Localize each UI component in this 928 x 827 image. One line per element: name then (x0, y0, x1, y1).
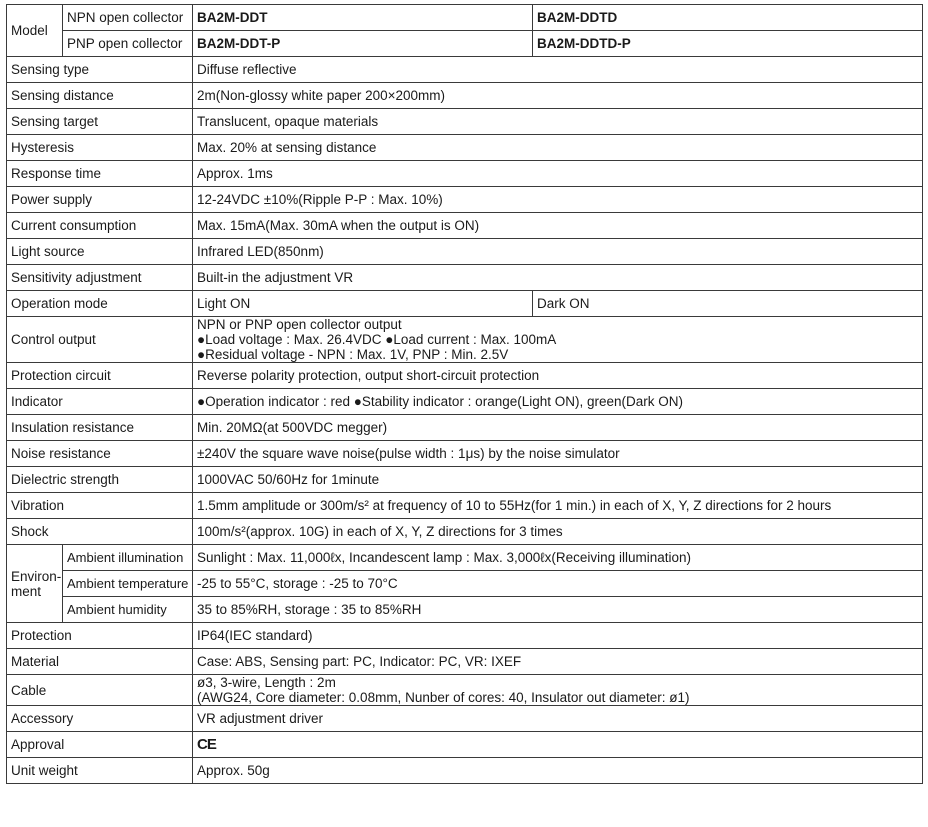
table-row (7, 135, 923, 161)
row-value: Built-in the adjustment VR (193, 265, 923, 291)
table-row (7, 732, 923, 758)
pnp-model-1: BA2M-DDT-P (193, 31, 533, 57)
ambient-humidity-label: Ambient humidity (63, 597, 193, 623)
environment-label-line-2: ment (11, 583, 42, 599)
row-value: 12-24VDC ±10%(Ripple P-P : Max. 10%) (193, 187, 923, 213)
table-row (7, 83, 923, 109)
table-row (7, 161, 923, 187)
table-row (7, 363, 923, 389)
row-value: Approx. 50g (193, 758, 923, 784)
row-label: Shock (7, 519, 193, 545)
row-value: Reverse polarity protection, output short-circuit protection (193, 363, 923, 389)
row-label: Sensitivity adjustment (7, 265, 193, 291)
table-row (7, 571, 923, 597)
row-label: Light source (7, 239, 193, 265)
row-value: Case: ABS, Sensing part: PC, Indicator: PC, VR: IXEF (193, 649, 923, 675)
table-row (7, 265, 923, 291)
table-row (7, 597, 923, 623)
row-label: Vibration (7, 493, 193, 519)
table-row (7, 291, 923, 317)
ce-mark-icon: CE (197, 736, 216, 753)
row-label: Cable (7, 675, 193, 706)
npn-label: NPN open collector (63, 5, 193, 31)
row-label: Indicator (7, 389, 193, 415)
table-row (7, 389, 923, 415)
row-label: Insulation resistance (7, 415, 193, 441)
table-row (7, 31, 923, 57)
specification-table (6, 4, 923, 784)
row-label: Dielectric strength (7, 467, 193, 493)
table-row (7, 675, 923, 706)
table-row (7, 441, 923, 467)
table-row (7, 415, 923, 441)
model-label: Model (7, 5, 63, 57)
table-row (7, 213, 923, 239)
pnp-label: PNP open collector (63, 31, 193, 57)
cable-line-1: ø3, 3-wire, Length : 2m (197, 675, 336, 690)
ambient-temperature-value: -25 to 55°C, storage : -25 to 70°C (193, 571, 923, 597)
row-label: Accessory (7, 706, 193, 732)
table-row (7, 317, 923, 363)
control-output-line-3: ●Residual voltage - NPN : Max. 1V, PNP : Min. 2.5V (197, 347, 509, 362)
row-value: Approx. 1ms (193, 161, 923, 187)
table-row (7, 5, 923, 31)
row-value: Infrared LED(850nm) (193, 239, 923, 265)
row-label: Approval (7, 732, 193, 758)
table-row (7, 467, 923, 493)
ambient-humidity-value: 35 to 85%RH, storage : 35 to 85%RH (193, 597, 923, 623)
table-row (7, 623, 923, 649)
cable-value (193, 675, 923, 706)
approval-value (193, 732, 923, 758)
table-row (7, 649, 923, 675)
table-row (7, 187, 923, 213)
row-label: Current consumption (7, 213, 193, 239)
row-value: Diffuse reflective (193, 57, 923, 83)
row-value: 1.5mm amplitude or 300m/s² at frequency of 10 to 55Hz(for 1 min.) in each of X, Y, Z directions for 2 hours (193, 493, 923, 519)
row-label: Material (7, 649, 193, 675)
ambient-illumination-value: Sunlight : Max. 11,000ℓx, Incandescent lamp : Max. 3,000ℓx(Receiving illumination) (193, 545, 923, 571)
operation-mode-light-on: Light ON (193, 291, 533, 317)
row-value: ●Operation indicator : red ●Stability indicator : orange(Light ON), green(Dark ON) (193, 389, 923, 415)
row-value: Max. 20% at sensing distance (193, 135, 923, 161)
row-label: Sensing target (7, 109, 193, 135)
npn-model-1: BA2M-DDT (193, 5, 533, 31)
row-value: 1000VAC 50/60Hz for 1minute (193, 467, 923, 493)
environment-label (7, 545, 63, 623)
operation-mode-dark-on: Dark ON (533, 291, 923, 317)
row-label: Sensing distance (7, 83, 193, 109)
row-label: Response time (7, 161, 193, 187)
row-label: Sensing type (7, 57, 193, 83)
row-value: Translucent, opaque materials (193, 109, 923, 135)
table-row (7, 493, 923, 519)
control-output-line-2: ●Load voltage : Max. 26.4VDC ●Load current : Max. 100mA (197, 332, 557, 347)
ambient-temperature-label: Ambient temperature (63, 571, 193, 597)
row-label: Hysteresis (7, 135, 193, 161)
row-value: ±240V the square wave noise(pulse width : 1μs) by the noise simulator (193, 441, 923, 467)
row-value: 2m(Non-glossy white paper 200×200mm) (193, 83, 923, 109)
row-value: VR adjustment driver (193, 706, 923, 732)
table-row (7, 519, 923, 545)
npn-model-2: BA2M-DDTD (533, 5, 923, 31)
cable-line-2: (AWG24, Core diameter: 0.08mm, Nunber of cores: 40, Insulator out diameter: ø1) (197, 690, 690, 705)
row-label: Operation mode (7, 291, 193, 317)
table-row (7, 545, 923, 571)
control-output-line-1: NPN or PNP open collector output (197, 317, 402, 332)
row-label: Noise resistance (7, 441, 193, 467)
table-row (7, 239, 923, 265)
pnp-model-2: BA2M-DDTD-P (533, 31, 923, 57)
ambient-illumination-label: Ambient illumination (63, 545, 193, 571)
table-row (7, 706, 923, 732)
row-value: 100m/s²(approx. 10G) in each of X, Y, Z directions for 3 times (193, 519, 923, 545)
table-row (7, 109, 923, 135)
table-row (7, 57, 923, 83)
row-label: Protection circuit (7, 363, 193, 389)
row-value: IP64(IEC standard) (193, 623, 923, 649)
row-label: Unit weight (7, 758, 193, 784)
control-output-value (193, 317, 923, 363)
row-value: Min. 20MΩ(at 500VDC megger) (193, 415, 923, 441)
row-label: Power supply (7, 187, 193, 213)
row-label: Control output (7, 317, 193, 363)
environment-label-line-1: Environ- (11, 568, 62, 584)
table-row (7, 758, 923, 784)
row-label: Protection (7, 623, 193, 649)
row-value: Max. 15mA(Max. 30mA when the output is ON) (193, 213, 923, 239)
